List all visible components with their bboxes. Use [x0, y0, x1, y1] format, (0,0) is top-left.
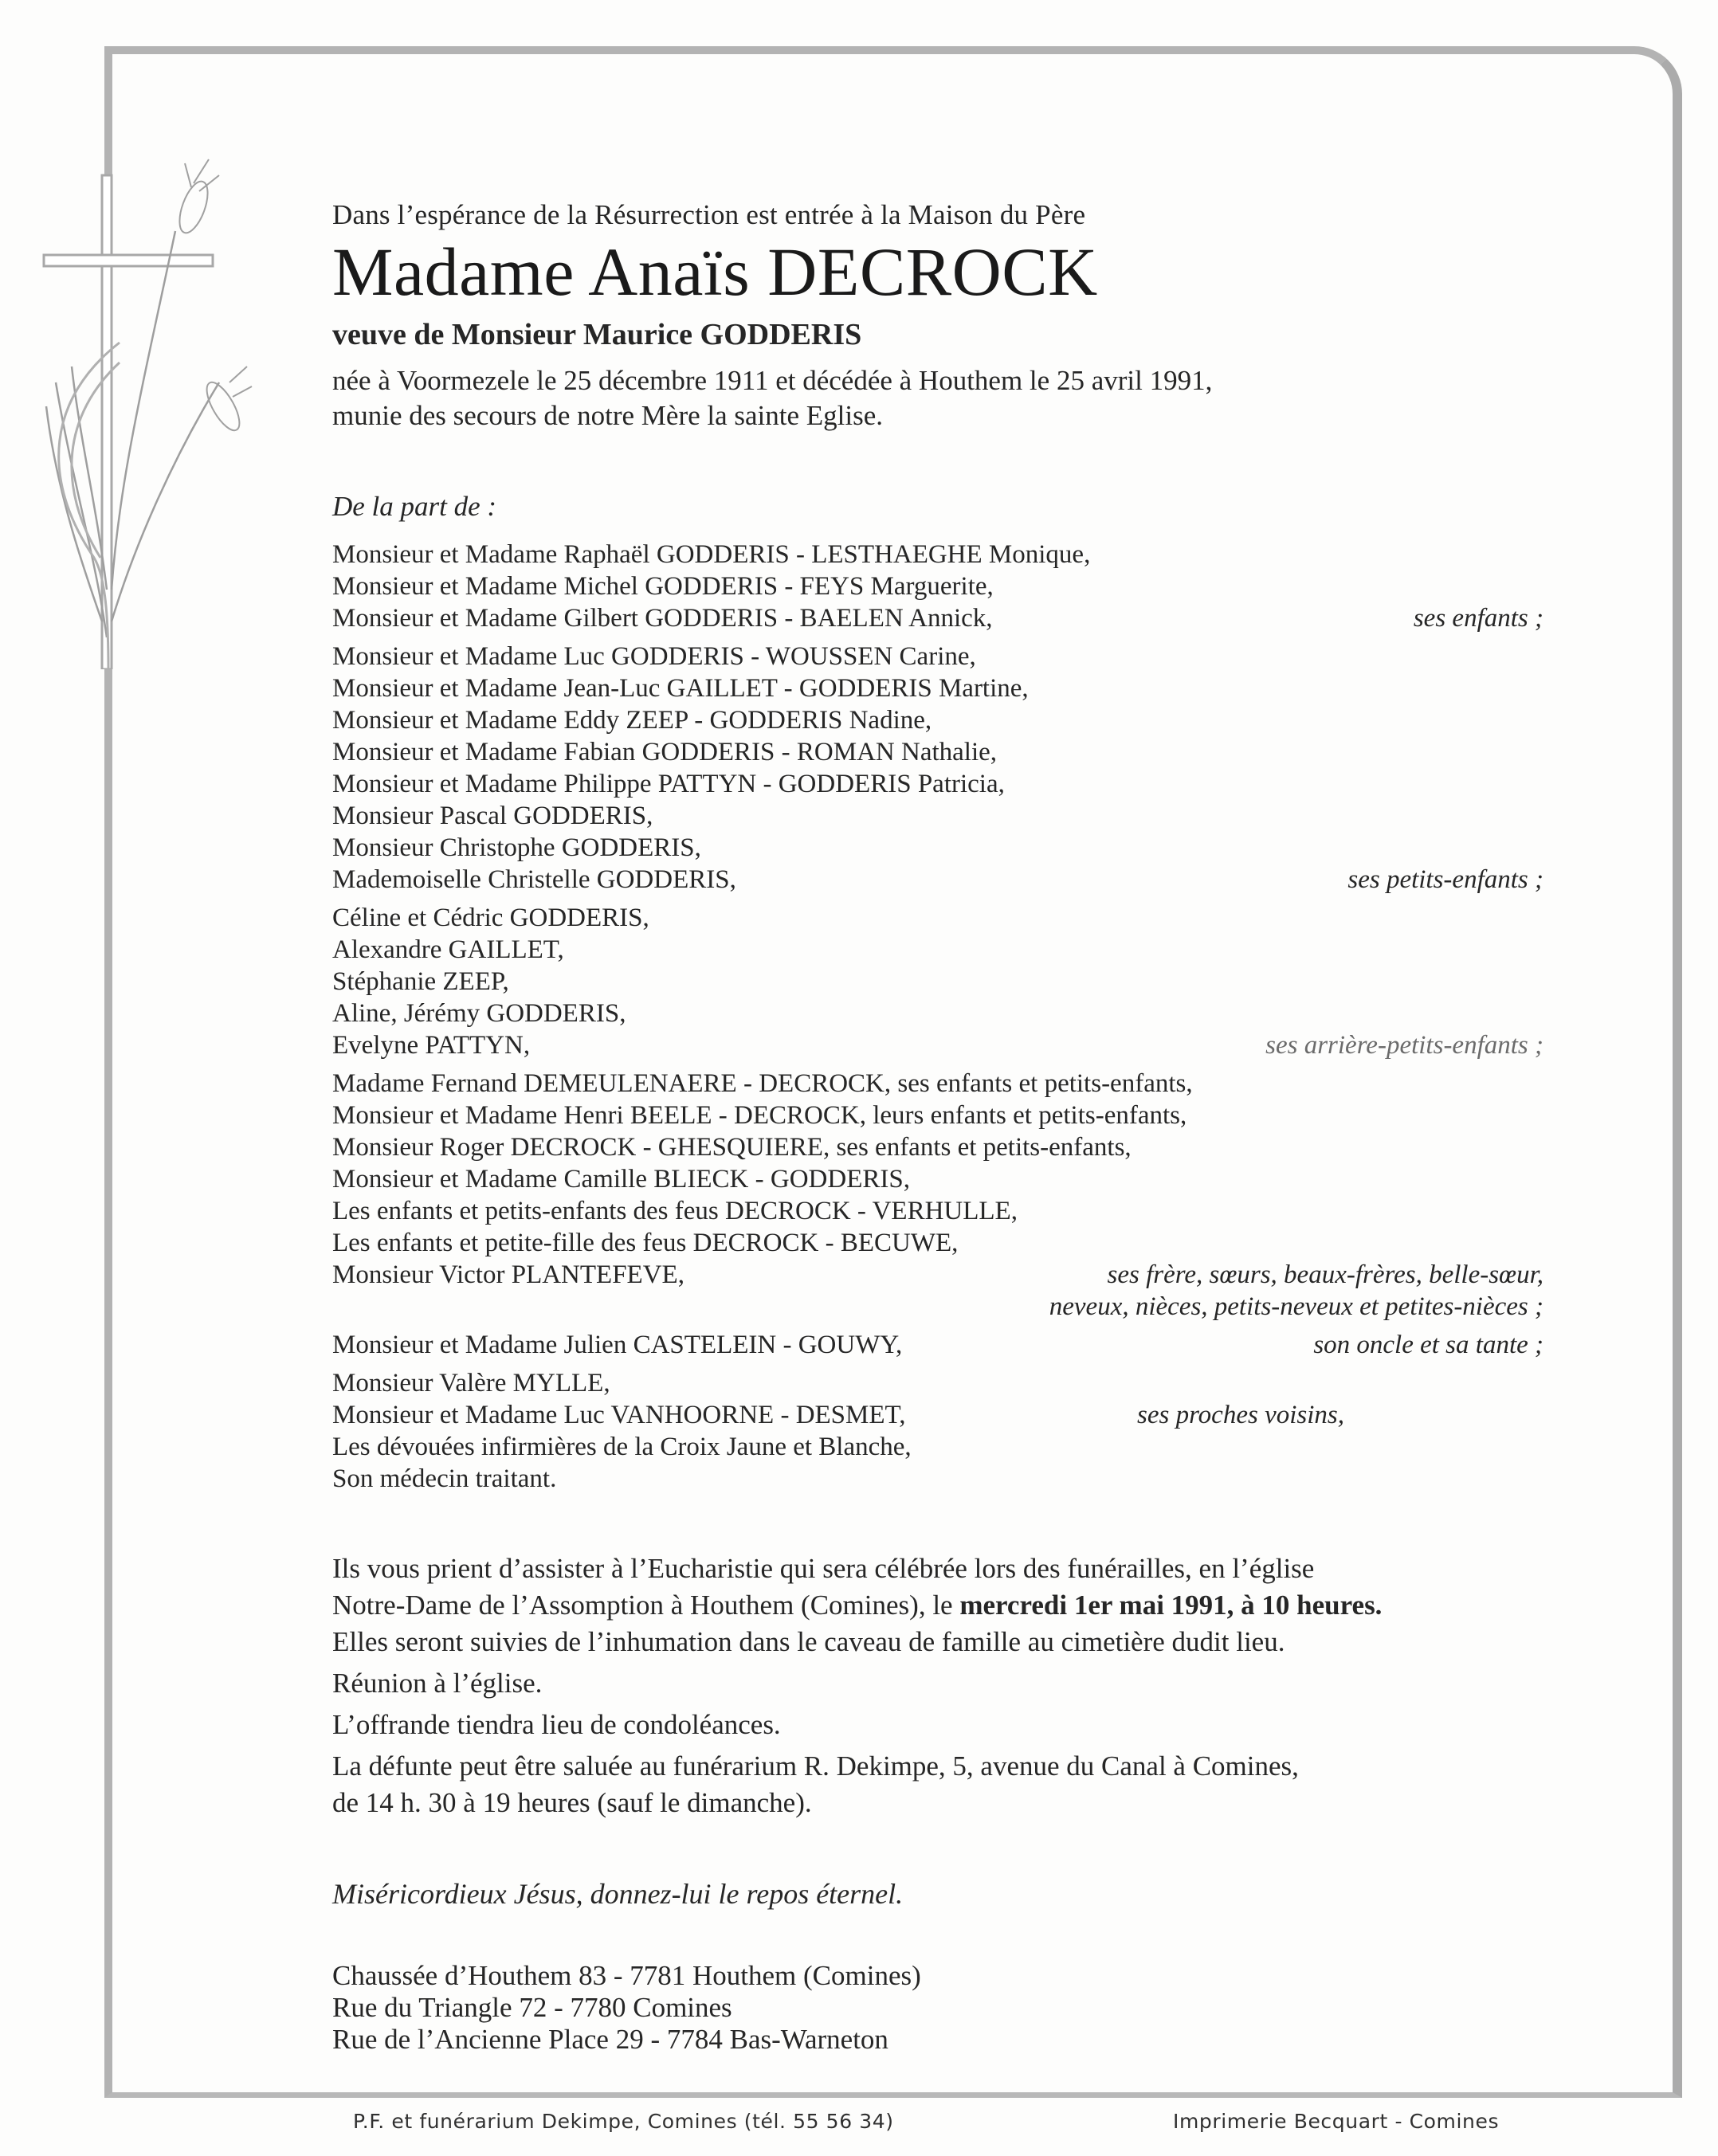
cross-wheat-icon — [0, 143, 255, 669]
family-line: Mademoiselle Christelle GODDERIS, — [332, 865, 736, 895]
birth-death-line: née à Voormezele le 25 décembre 1911 et décédée à Houthem le 25 avril 1991, — [332, 365, 1213, 397]
family-line: Alexandre GAILLET, — [332, 935, 564, 965]
service-line: Notre-Dame de l’Assomption à Houthem (Comines), le — [332, 1590, 960, 1621]
funeral-home-credit: P.F. et funérarium Dekimpe, Comines (tél. 55 56 34) — [353, 2110, 894, 2133]
relation-label-continued: neveux, nièces, petits-neveux et petites-nièces ; — [1049, 1292, 1543, 1322]
group-uncle-aunt — [332, 1329, 1543, 1361]
relation-label: ses petits-enfants ; — [1347, 865, 1543, 895]
deceased-name: Madame Anaïs DECROCK — [332, 233, 1098, 310]
group-children — [332, 539, 1543, 634]
family-line: Monsieur et Madame Raphaël GODDERIS - LESTHAEGHE Monique, — [332, 540, 1091, 570]
family-line: Monsieur Valère MYLLE, — [332, 1369, 610, 1398]
group-siblings — [332, 1068, 1543, 1323]
prayer-text: Miséricordieux Jésus, donnez-lui le repos éternel. — [332, 1878, 904, 1911]
viewing-line: de 14 h. 30 à 19 heures (sauf le dimanche). — [332, 1787, 812, 1819]
family-line: Aline, Jérémy GODDERIS, — [332, 999, 626, 1029]
address-list — [332, 1960, 1528, 2056]
address-line: Chaussée d’Houthem 83 - 7781 Houthem (Comines) — [332, 1960, 921, 1992]
service-info — [332, 1550, 1528, 1821]
family-line: Monsieur et Madame Fabian GODDERIS - ROMAN Nathalie, — [332, 738, 998, 767]
family-line: Monsieur Pascal GODDERIS, — [332, 802, 653, 831]
family-line: Madame Fernand DEMEULENAERE - DECROCK, ses enfants et petits-enfants, — [332, 1069, 1193, 1099]
family-line: Stéphanie ZEEP, — [332, 967, 509, 997]
address-line: Rue du Triangle 72 - 7780 Comines — [332, 1992, 732, 2024]
family-line: Les enfants et petits-enfants des feus DECROCK - VERHULLE, — [332, 1197, 1018, 1226]
group-neighbours — [332, 1367, 1528, 1495]
family-list — [332, 539, 1543, 1495]
relation-label: ses enfants ; — [1413, 604, 1543, 633]
widow-line: veuve de Monsieur Maurice GODDERIS — [332, 318, 862, 352]
reunion-text: Réunion à l’église. — [332, 1668, 543, 1699]
family-line: Monsieur et Madame Julien CASTELEIN - GOUWY, — [332, 1331, 903, 1360]
family-line: Les enfants et petite-fille des feus DECROCK - BECUWE, — [332, 1229, 959, 1258]
from-label: De la part de : — [332, 491, 497, 523]
family-line: Monsieur Victor PLANTEFEVE, — [332, 1260, 684, 1290]
offrande-text: L’offrande tiendra lieu de condoléances. — [332, 1709, 781, 1741]
service-date: mercredi 1er mai 1991, à 10 heures. — [959, 1590, 1383, 1621]
family-line: Monsieur et Madame Philippe PATTYN - GODDERIS Patricia, — [332, 770, 1005, 799]
sacraments-line: munie des secours de notre Mère la sainte Eglise. — [332, 400, 884, 432]
announcement — [332, 199, 1543, 2056]
family-line: Monsieur Roger DECROCK - GHESQUIERE, ses enfants et petits-enfants, — [332, 1133, 1132, 1162]
group-grandchildren — [332, 641, 1543, 896]
service-line: Elles seront suivies de l’inhumation dans le caveau de famille au cimetière dudit lieu. — [332, 1626, 1285, 1658]
service-line: Ils vous prient d’assister à l’Eucharistie qui sera célébrée lors des funérailles, en l’église — [332, 1553, 1315, 1585]
relation-label: ses arrière-petits-enfants ; — [1265, 1031, 1543, 1060]
family-line: Monsieur Christophe GODDERIS, — [332, 833, 701, 863]
family-line: Monsieur et Madame Gilbert GODDERIS - BAELEN Annick, — [332, 604, 993, 633]
intro-text: Dans l’espérance de la Résurrection est entrée à la Maison du Père — [332, 199, 1086, 230]
viewing-line: La défunte peut être saluée au funérarium R. Dekimpe, 5, avenue du Canal à Comines, — [332, 1750, 1299, 1782]
family-line: Monsieur et Madame Luc GODDERIS - WOUSSEN Carine, — [332, 642, 976, 672]
printer-credit: Imprimerie Becquart - Comines — [1173, 2110, 1500, 2133]
family-line: Monsieur et Madame Jean-Luc GAILLET - GODDERIS Martine, — [332, 674, 1029, 704]
relation-label: ses frère, sœurs, beaux-frères, belle-sœur, — [1107, 1260, 1543, 1290]
family-line: Monsieur et Madame Eddy ZEEP - GODDERIS Nadine, — [332, 706, 932, 735]
family-line: Monsieur et Madame Luc VANHOORNE - DESMET, — [332, 1401, 906, 1430]
address-line: Rue de l’Ancienne Place 29 - 7784 Bas-Warneton — [332, 2024, 888, 2056]
relation-label: son oncle et sa tante ; — [1313, 1331, 1543, 1360]
family-line: Monsieur et Madame Henri BEELE - DECROCK, leurs enfants et petits-enfants, — [332, 1101, 1187, 1131]
family-line: Monsieur et Madame Michel GODDERIS - FEYS Marguerite, — [332, 572, 994, 602]
family-line: Céline et Cédric GODDERIS, — [332, 904, 649, 933]
family-line: Monsieur et Madame Camille BLIECK - GODDERIS, — [332, 1165, 910, 1194]
relation-label: ses proches voisins, — [1136, 1401, 1344, 1430]
family-line: Evelyne PATTYN, — [332, 1031, 531, 1060]
family-line: Les dévouées infirmières de la Croix Jaune et Blanche, — [332, 1433, 912, 1462]
family-line: Son médecin traitant. — [332, 1464, 557, 1494]
group-great-grandchildren — [332, 902, 1543, 1061]
